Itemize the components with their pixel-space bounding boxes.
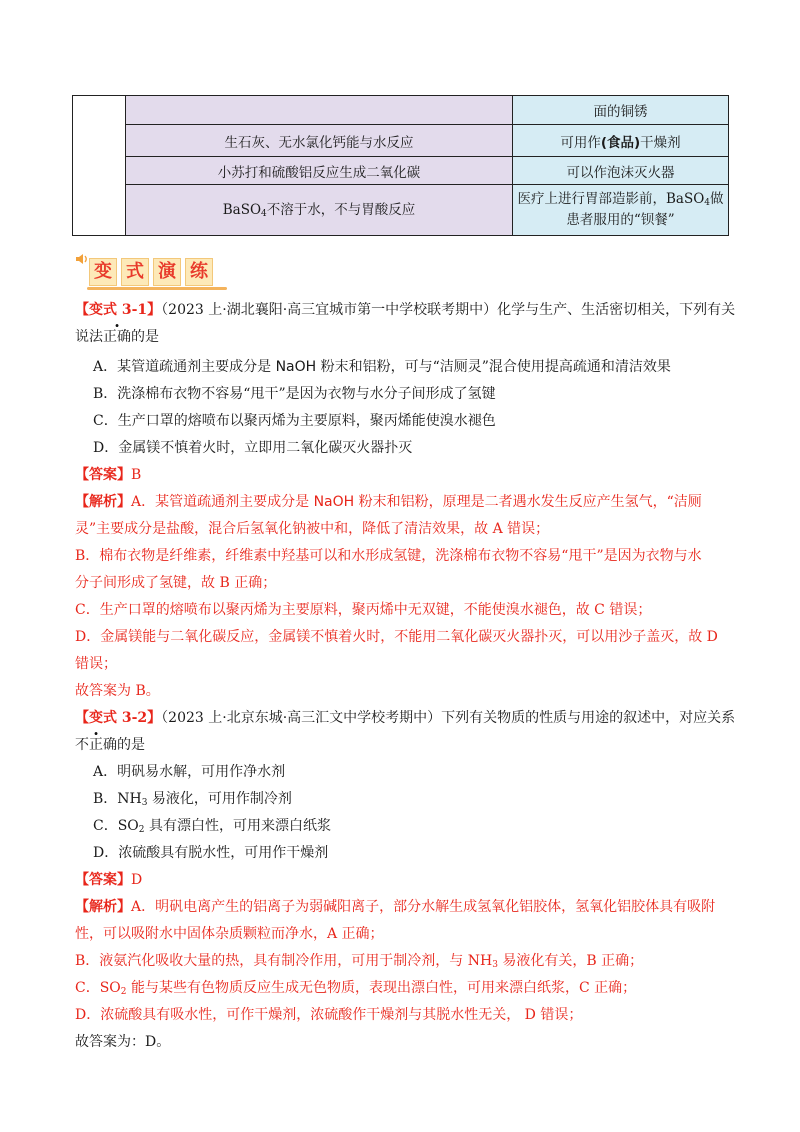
analysis-line: 性，可以吸附水中固体杂质颗粒而净水，A 正确； — [75, 926, 384, 942]
banner-tiles — [89, 258, 217, 286]
question-1-stem: 【变式 3-1】（2023 上·湖北襄阳·高三宜城市第一中学校联考期中）化学与生产、生活密切相关，下列有关 — [75, 302, 736, 318]
question-tag: 【变式 3-2】 — [75, 710, 162, 726]
table-cell-property: BaSO$_4$不溶于水，不与胃酸反应 — [126, 185, 513, 236]
option-d: D．浓硫酸具有脱水性，可用作干燥剂 — [93, 845, 329, 861]
table-cell-use: 医疗上进行胃部造影前，BaSO$_4$做 患者服用的“钡餐” — [513, 185, 729, 236]
analysis-line: C．$SO_2$ 能与某些有色物质反应生成无色物质，表现出漂白性，可用来漂白纸浆，C 正确； — [75, 980, 637, 997]
table-cell-property — [126, 96, 513, 125]
analysis-line: B．棉布衣物是纤维素，纤维素中羟基可以和水形成氢键，洗涤棉布衣物不容易“甩干”是因为衣物与水 — [75, 548, 702, 564]
analysis-line: 灵”主要成分是盐酸，混合后氢氧化钠被中和，降低了清洁效果，故 A 错误； — [75, 521, 550, 537]
question-1-stem-line2: 说法正确的是 — [75, 329, 159, 345]
analysis-line: C．生产口罩的熔喷布以聚丙烯为主要原料，聚丙烯中无双键，不能使溴水褪色，故 C 错误； — [75, 602, 652, 618]
banner-char: 变 — [89, 258, 117, 286]
option-b: B．洗涤棉布衣物不容易“甩干”是因为衣物与水分子间形成了氢键 — [93, 386, 496, 402]
option-d: D．金属镁不慎着火时，立即用二氧化碳灭火器扑灭 — [93, 440, 413, 456]
table-row — [73, 96, 729, 125]
analysis-line: D．浓硫酸具有吸水性，可作干燥剂，浓硫酸作干燥剂与其脱水性无关， D 错误； — [75, 1007, 583, 1023]
option-a: A．明矾易水解，可用作净水剂 — [93, 764, 286, 780]
option-a: A．某管道疏通剂主要成分是 NaOH 粉末和铝粉，可与“洁厕灵”混合使用提高疏通和清洁效果 — [93, 359, 671, 375]
table-cell-property: 生石灰、无水氯化钙能与水反应 — [126, 125, 513, 157]
banner-char: 演 — [153, 258, 181, 286]
answer-line: 【答案】D — [75, 872, 143, 888]
answer-value: D — [131, 872, 143, 888]
option-b: B．$NH_3$ 易液化，可用作制冷剂 — [93, 791, 292, 808]
question-2-stem: 【变式 3-2】（2023 上·北京东城·高三汇文中学校考期中）下列有关物质的性质与用途的叙述中，对应关系 — [75, 710, 736, 726]
table-cell-use: 可以作泡沫灭火器 — [513, 157, 729, 185]
banner-char: 式 — [121, 258, 149, 286]
table-cell-use: 可用作(食品)干燥剂 — [513, 125, 729, 157]
analysis-line: D．金属镁能与二氧化碳反应，金属镁不慎着火时，不能用二氧化碳灭火器扑灭，可以用沙子盖灭，故 D — [75, 629, 718, 645]
conclusion-line: 故答案为：D。 — [75, 1034, 171, 1050]
question-2-stem-line2: 不正确的是 — [75, 737, 145, 753]
emphasis-text: 正确 — [103, 329, 131, 345]
section-banner — [75, 250, 225, 290]
analysis-line: 错误； — [75, 656, 117, 672]
table-row — [73, 185, 729, 236]
analysis-line: 故答案为 B。 — [75, 683, 160, 699]
analysis-line: 【解析】A．某管道疏通剂主要成分是 NaOH 粉末和铝粉，原理是二者遇水发生反应产生氢气，“洁厕 — [75, 494, 702, 510]
table-cell-blank — [73, 96, 126, 236]
question-tag: 【变式 3-1】 — [75, 302, 162, 318]
option-c: C．$SO_2$ 具有漂白性，可用来漂白纸浆 — [93, 818, 331, 835]
property-use-table — [72, 95, 729, 236]
analysis-line: 分子间形成了氢键，故 B 正确； — [75, 575, 277, 591]
answer-value: B — [131, 467, 142, 483]
answer-line: 【答案】B — [75, 467, 142, 483]
banner-char: 练 — [185, 258, 213, 286]
table-cell-property: 小苏打和硫酸铝反应生成二氧化碳 — [126, 157, 513, 185]
banner-underline — [87, 287, 227, 290]
analysis-line: 【解析】A．明矾电离产生的铝离子为弱碱阳离子，部分水解生成氢氧化铝胶体，氢氧化铝胶体具有吸附 — [75, 899, 716, 915]
table-row — [73, 157, 729, 185]
option-c: C．生产口罩的熔喷布以聚丙烯为主要原料，聚丙烯能使溴水褪色 — [93, 413, 496, 429]
speaker-icon — [75, 252, 89, 266]
table-cell-use: 面的铜锈 — [513, 96, 729, 125]
analysis-line: B．液氨汽化吸收大量的热，具有制冷作用，可用于制冷剂，与 $NH_3$ 易液化有关，B 正确； — [75, 953, 644, 970]
table-row — [73, 125, 729, 157]
emphasis-text: 不正确 — [75, 737, 117, 753]
